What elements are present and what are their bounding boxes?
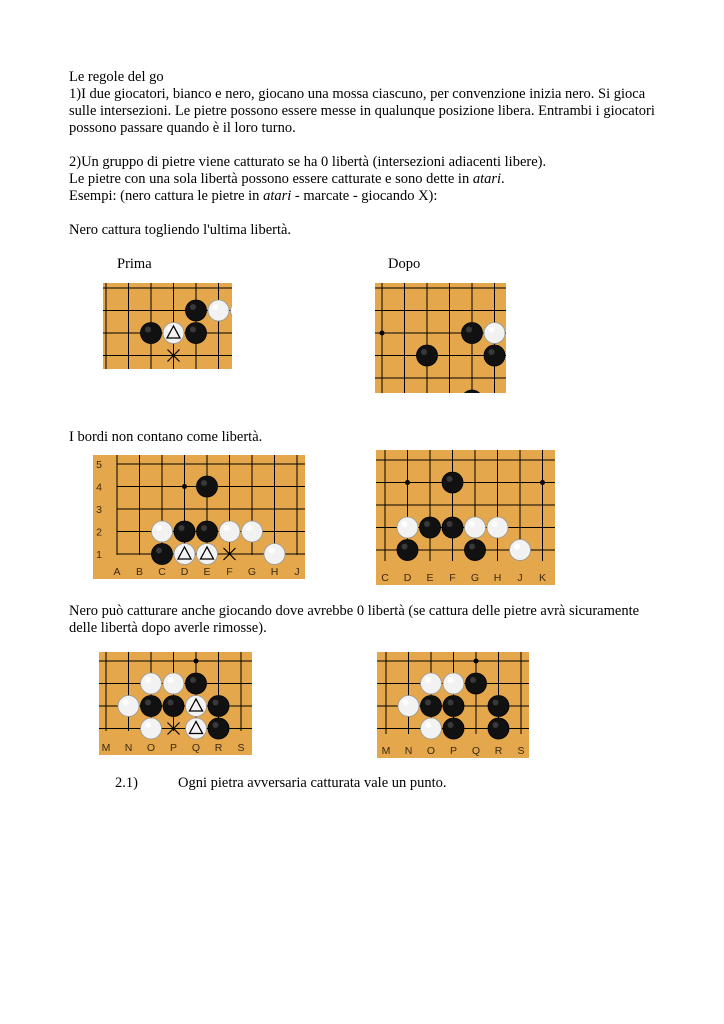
stone-highlight — [145, 327, 151, 333]
stone-highlight — [489, 327, 495, 333]
label-before: Prima — [117, 256, 152, 272]
stone-highlight — [469, 544, 475, 550]
stone-highlight — [447, 521, 453, 527]
coordinate-letter: C — [381, 572, 389, 584]
black-stone — [462, 323, 483, 344]
rule-2-line-1: 2)Un gruppo di pietre viene catturato se ha 0 libertà (intersezioni adiacenti libere). — [69, 154, 547, 170]
stone-highlight — [201, 480, 207, 486]
stone-highlight — [424, 521, 430, 527]
coordinate-letter: M — [381, 745, 391, 757]
stone-highlight — [448, 722, 454, 728]
coordinate-letter: G — [247, 566, 257, 578]
coordinate-number: 4 — [96, 481, 102, 494]
go-board-svg — [103, 283, 232, 369]
black-stone — [186, 323, 207, 344]
stone-highlight — [493, 700, 499, 706]
atari-term: atari — [472, 171, 502, 187]
label-after: Dopo — [388, 256, 421, 272]
coordinate-letter: H — [493, 572, 502, 584]
go-board-svg — [377, 652, 529, 758]
coordinate-letter: Q — [191, 742, 201, 754]
rule-2-line-2-end: . — [501, 171, 505, 187]
rule-2-line-2 — [69, 171, 505, 188]
atari-term-2: atari — [263, 188, 292, 204]
stone-highlight — [492, 521, 498, 527]
stone-highlight — [190, 327, 196, 333]
hoshi-point — [405, 480, 410, 485]
stone-highlight — [246, 525, 252, 531]
coordinate-letter: S — [517, 745, 525, 757]
stone-highlight — [425, 700, 431, 706]
coordinate-letter: M — [101, 742, 111, 754]
coordinate-number: 3 — [96, 504, 102, 516]
stone-highlight — [123, 700, 129, 706]
stone-highlight — [514, 544, 520, 550]
coordinate-letter: J — [294, 566, 300, 578]
black-stone — [488, 718, 509, 739]
stone-highlight — [145, 700, 151, 706]
black-stone — [163, 696, 184, 717]
white-stone — [141, 718, 162, 739]
coordinate-number: 1 — [96, 549, 102, 561]
example-1-caption: Nero cattura togliendo l'ultima libertà. — [69, 222, 292, 238]
coordinate-letter: O — [426, 745, 436, 757]
white-stone — [219, 521, 240, 542]
rule-2-1-number: 2.1) — [115, 775, 138, 791]
go-diagram-after-3 — [377, 652, 529, 758]
white-stone — [118, 696, 139, 717]
stone-highlight — [402, 521, 408, 527]
coordinate-letter: D — [403, 572, 412, 584]
black-stone — [186, 300, 207, 321]
coordinate-letter: P — [169, 742, 178, 754]
go-board-svg — [93, 455, 305, 579]
go-diagram-after-1 — [375, 283, 506, 393]
coordinate-letter: D — [180, 566, 189, 578]
stone-highlight — [469, 521, 475, 527]
black-stone — [174, 521, 195, 542]
white-stone — [421, 718, 442, 739]
white-stone — [398, 696, 419, 717]
rule-2-line-2-text: Le pietre con una sola libertà possono essere catturate e sono dette in — [69, 171, 473, 187]
hoshi-point — [194, 659, 199, 664]
black-stone — [443, 696, 464, 717]
white-stone — [242, 521, 263, 542]
stone-highlight — [145, 722, 151, 728]
coordinate-letter: F — [226, 566, 233, 578]
black-stone — [465, 540, 486, 561]
hoshi-point — [474, 659, 479, 664]
go-board-svg — [376, 450, 555, 585]
coordinate-letter: O — [146, 742, 156, 754]
white-stone — [264, 544, 285, 565]
coordinate-letter: S — [237, 742, 245, 754]
coordinate-letter: C — [158, 566, 166, 578]
stone-highlight — [403, 700, 409, 706]
coordinate-number: 5 — [96, 459, 102, 471]
black-stone — [442, 472, 463, 493]
black-stone — [421, 696, 442, 717]
coordinate-letter: P — [449, 745, 458, 757]
go-board-svg — [375, 283, 506, 393]
stone-highlight — [145, 677, 151, 683]
stone-highlight — [156, 548, 162, 554]
white-stone — [465, 517, 486, 538]
white-stone — [510, 540, 531, 561]
black-stone — [443, 718, 464, 739]
coordinate-letter: A — [113, 566, 121, 578]
hoshi-point — [182, 484, 187, 489]
black-stone — [186, 673, 207, 694]
coordinate-letter: J — [517, 572, 523, 584]
board-wood — [376, 450, 555, 585]
coordinate-letter: G — [470, 572, 480, 584]
stone-highlight — [425, 677, 431, 683]
coordinate-letter: R — [214, 742, 223, 754]
black-stone — [197, 521, 218, 542]
rule-2-line-3-text: Esempi: (nero cattura le pietre in — [69, 188, 264, 204]
white-stone — [397, 517, 418, 538]
go-diagram-before-3 — [99, 652, 252, 755]
black-stone — [208, 696, 229, 717]
black-stone — [484, 345, 505, 366]
stone-highlight — [489, 349, 495, 355]
go-diagram-before-2 — [93, 455, 305, 579]
stone-highlight — [213, 722, 219, 728]
example-3-caption: Nero può catturare anche giocando dove avrebbe 0 libertà (se cattura delle pietre avrà sicuramente delle libertà dopo averle rimosse). — [69, 603, 640, 636]
stone-highlight — [421, 349, 427, 355]
stone-highlight — [447, 476, 453, 482]
black-stone — [442, 517, 463, 538]
black-stone — [141, 323, 162, 344]
stone-highlight — [190, 304, 196, 310]
rule-2-line-3-end: - marcate - giocando X): — [291, 188, 438, 204]
black-stone — [417, 345, 438, 366]
stone-highlight — [213, 304, 219, 310]
coordinate-letter: N — [404, 745, 413, 757]
white-stone — [443, 673, 464, 694]
stone-highlight — [470, 677, 476, 683]
stone-highlight — [269, 548, 275, 554]
coordinate-letter: E — [203, 566, 211, 578]
coordinate-letter: Q — [471, 745, 481, 757]
coordinate-letter: F — [449, 572, 456, 584]
stone-highlight — [190, 677, 196, 683]
black-stone — [488, 696, 509, 717]
rule-1-paragraph: 1)I due giocatori, bianco e nero, giocano una mossa ciascuno, per convenzione inizia nero. Si gioca sulle intersezioni. Le pietre possono essere messe in qualunque posizione libera. Entrambi i giocatori possono passare quando è il loro turno. — [69, 86, 655, 136]
coordinate-number: 2 — [96, 526, 102, 539]
stone-highlight — [466, 327, 472, 333]
stone-highlight — [179, 525, 185, 531]
black-stone — [152, 544, 173, 565]
stone-highlight — [493, 722, 499, 728]
rule-2-1-text: Ogni pietra avversaria catturata vale un punto. — [178, 775, 447, 791]
go-board-svg — [99, 652, 252, 755]
stone-highlight — [448, 677, 454, 683]
page-title: Le regole del go — [69, 69, 164, 85]
coordinate-letter: H — [270, 566, 279, 578]
stone-highlight — [448, 700, 454, 706]
coordinate-letter: R — [494, 745, 503, 757]
black-stone — [466, 673, 487, 694]
white-stone — [141, 673, 162, 694]
hoshi-point — [540, 480, 545, 485]
white-stone — [487, 517, 508, 538]
stone-highlight — [213, 700, 219, 706]
stone-highlight — [425, 722, 431, 728]
stone-highlight — [168, 677, 174, 683]
black-stone — [197, 476, 218, 497]
rule-2-line-3 — [69, 188, 437, 205]
black-stone — [397, 540, 418, 561]
coordinate-letter: N — [124, 742, 133, 754]
white-stone — [163, 673, 184, 694]
example-2-caption: I bordi non contano come libertà. — [69, 429, 263, 445]
go-diagram-after-2 — [376, 450, 555, 585]
black-stone — [141, 696, 162, 717]
stone-highlight — [156, 525, 162, 531]
coordinate-letter: E — [426, 572, 434, 584]
stone-highlight — [224, 525, 230, 531]
hoshi-point — [380, 331, 385, 336]
black-stone — [420, 517, 441, 538]
white-stone — [152, 521, 173, 542]
black-stone — [208, 718, 229, 739]
white-stone — [421, 673, 442, 694]
white-stone — [208, 300, 229, 321]
stone-highlight — [402, 544, 408, 550]
coordinate-letter: K — [538, 572, 547, 584]
go-diagram-before-1 — [103, 283, 232, 369]
stone-highlight — [201, 525, 207, 531]
stone-highlight — [168, 700, 174, 706]
white-stone — [484, 323, 505, 344]
coordinate-letter: B — [135, 566, 144, 578]
